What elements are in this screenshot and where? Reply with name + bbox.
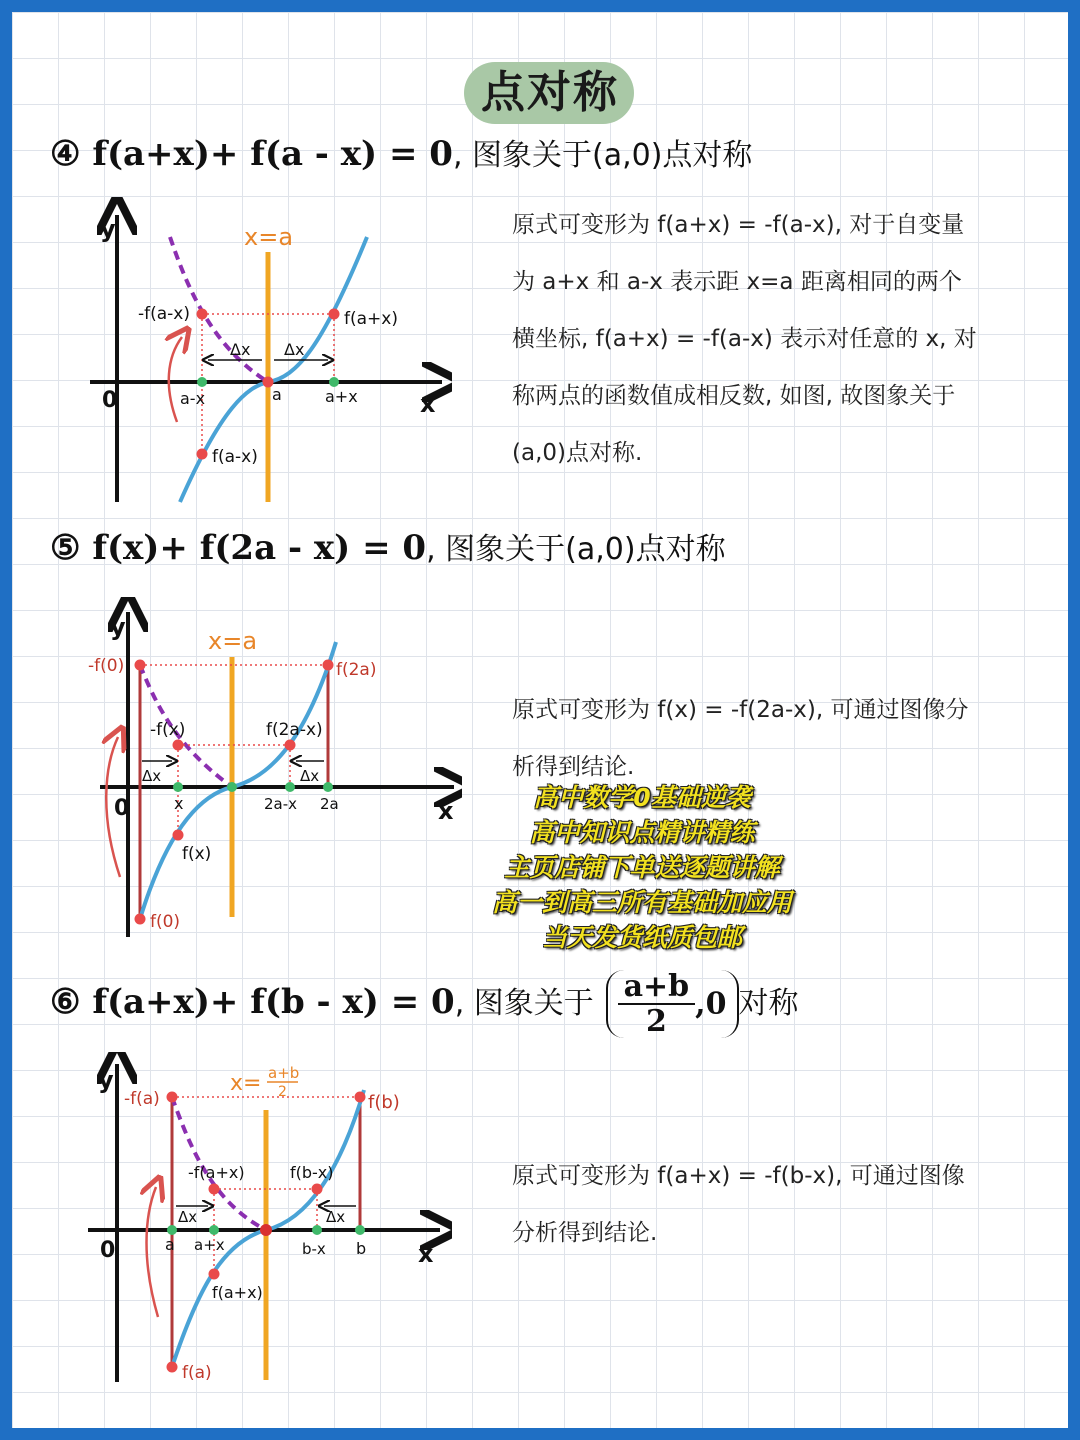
reflection-arrow [169,337,182,422]
label-f-a-plus-x: f(a+x) [212,1283,263,1302]
page-title: 点对称 [481,67,619,118]
point-fb [355,1092,366,1103]
promo-line: 主页店铺下单送逐题讲解 [504,853,780,882]
label-f-b-minus-x: f(b-x) [290,1163,334,1182]
label-neg-fa: -f(a) [124,1089,160,1109]
function-curve [180,237,367,502]
point-f0 [135,914,146,925]
section-6-suffix-post: 对称 [738,986,799,1021]
foot-b-minus-x [312,1225,322,1235]
point-fx [173,830,184,841]
point-f2a [323,660,334,671]
graph-6 [72,1052,452,1387]
label-fx: f(x) [182,844,212,864]
promo-line: 高中数学0基础逆袭 [533,783,751,812]
graph-4 [72,197,452,507]
delta-label-right: Δx [300,767,320,785]
x-axis-label: x [438,797,454,825]
tick-b-minus-x: b-x [302,1240,326,1258]
fraction-tail: ,0 [695,986,727,1022]
promo-line: 当天发货纸质包邮 [541,923,742,952]
tick-x: x [174,794,184,813]
section-5-formula: ⑤ f(x)+ f(2a - x) = 0 [50,528,427,568]
center-fraction [606,970,739,1038]
point-center [260,1224,272,1236]
line-label-den: 2 [278,1084,287,1100]
origin-label: 0 [100,1238,116,1263]
label-f-a-minus-x: f(a-x) [212,447,258,467]
point-neg-f0 [135,660,146,671]
y-axis-label: y [110,613,126,641]
section-5-explanation: 原式可变形为 f(x) = -f(2a-x), 可通过图像分析得到结论. [512,697,969,780]
promo-line: 高中知识点精讲精练 [529,818,755,847]
tick-2a: 2a [320,795,339,813]
label-neg-f0: -f(0) [88,656,125,676]
label-neg-f-a-minus-x: -f(a-x) [138,304,190,324]
section-6-formula: ⑥ f(a+x)+ f(b - x) = 0 [50,982,455,1022]
section-5-suffix: , 图象关于(a,0)点对称 [426,532,726,567]
tick-a-minus-x: a-x [180,389,206,408]
line-label: x=a [208,627,258,655]
point-f-a-plus-x [209,1269,220,1280]
grid-paper-sheet [12,12,1068,1428]
reflection-arrow [147,1187,159,1317]
tick-a-plus-x: a+x [194,1236,225,1254]
tick-a: a [165,1235,175,1254]
foot-a-plus-x [209,1225,219,1235]
point-neg-f-a-plus-x [209,1184,220,1195]
promo-overlay [452,780,832,955]
section-6-heading [50,962,799,1042]
fraction-numerator: a+b [618,970,696,1005]
line-label: x=a [244,223,294,251]
section-4-heading [50,124,752,184]
label-f2a-minus-x: f(2a-x) [266,720,323,740]
point-neg-f-a-minus-x [197,309,208,320]
promo-line: 高一到高三所有基础加应用 [491,888,792,917]
delta-label-right: Δx [326,1208,346,1226]
line-label-lhs: x= [230,1071,262,1096]
delta-label-left: Δx [178,1208,198,1226]
section-6-explanation: 原式可变形为 f(a+x) = -f(b-x), 可通过图像分析得到结论. [512,1163,965,1246]
delta-label-right: Δx [284,340,305,359]
label-f2a: f(2a) [336,660,377,680]
label-fb: f(b) [368,1092,400,1113]
label-neg-fx: -f(x) [150,720,186,740]
origin-label: 0 [114,796,130,821]
tick-a-plus-x: a+x [325,387,358,406]
line-label-num: a+b [268,1064,300,1082]
section-5-heading [50,518,726,578]
foot-2a-minus-x [285,782,295,792]
y-axis-label: y [100,215,116,243]
label-f-a-plus-x: f(a+x) [344,309,398,329]
label-fa: f(a) [182,1363,212,1383]
foot-b [355,1225,365,1235]
point-neg-fx [173,740,184,751]
foot-a [167,1225,177,1235]
point-neg-fa [167,1092,178,1103]
point-fa [167,1362,178,1373]
foot-2a [323,782,333,792]
y-axis-label: y [98,1066,114,1094]
tick-2a-minus-x: 2a-x [264,795,298,813]
section-4-suffix: , 图象关于(a,0)点对称 [452,138,753,173]
section-4-formula: ④ f(a+x)+ f(a - x) = 0 [50,134,453,174]
point-center [227,782,237,792]
section-6-suffix-pre: , 图象关于 [454,986,594,1021]
foot-x [173,782,183,792]
fraction-denominator: 2 [645,1004,667,1039]
tick-a: a [272,385,282,404]
point-f-a-plus-x [329,309,340,320]
point-f-b-minus-x [312,1184,323,1195]
point-f-a-minus-x [197,449,208,460]
section-4-explanation: 原式可变形为 f(a+x) = -f(a-x), 对于自变量为 a+x 和 a-x 表示距 x=a 距离相同的两个横坐标, f(a+x) = -f(a-x) 表示对任意的 x, 对称两点的函数值成相反数, 如图, 故图象关于(a,0)点对称. [512,212,977,466]
delta-label-left: Δx [142,767,162,785]
x-axis-label: x [420,390,436,418]
label-f0: f(0) [150,912,181,932]
foot-a-minus-x [197,377,207,387]
foot-a-plus-x [329,377,339,387]
delta-label-left: Δx [230,340,251,359]
x-axis-label: x [418,1240,434,1268]
point-f2a-minus-x [285,740,296,751]
graph-5 [72,597,462,942]
origin-label: 0 [102,388,118,413]
label-neg-f-a-plus-x: -f(a+x) [188,1163,245,1182]
tick-b: b [356,1239,367,1258]
